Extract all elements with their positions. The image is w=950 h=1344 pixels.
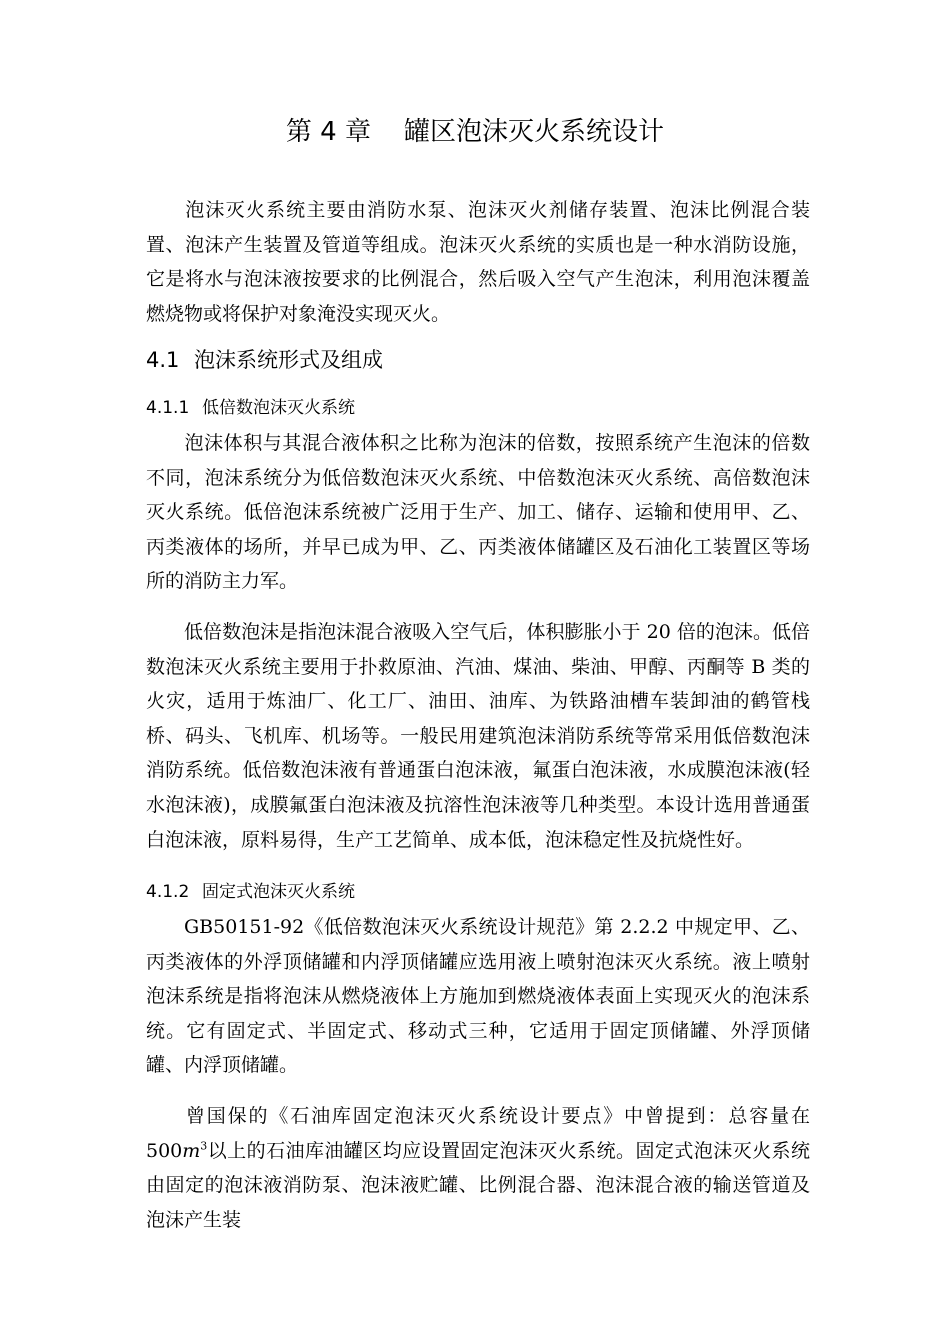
body-paragraph-text: GB50151-92《低倍数泡沫灭火系统设计规范》第 2.2.2 中规定甲、乙、丙类液体的外浮顶储罐和内浮顶储罐应选用液上喷射泡沫灭火系统。液上喷射泡沫系统是指将泡沫从燃烧液体上方施加到燃烧液体表面上实现灭火的泡沫系统。它有固定式、半固定式、移动式三种，它适用于固定顶储罐、外浮顶储罐、内浮顶储罐。 <box>146 916 810 1077</box>
body-paragraph-text: 以上的石油库油罐区均应设置固定泡沫灭火系统。固定式泡沫灭火系统由固定的泡沫液消防泵、泡沫液贮罐、比例混合器、泡沫混合液的输送管道及泡沫产生装 <box>146 1139 810 1231</box>
intro-paragraph <box>146 193 810 331</box>
chapter-title: 第 4 章 罐区泡沫灭火系统设计 <box>285 117 665 147</box>
body-paragraph-text: 曾国保的《石油库固定泡沫灭火系统设计要点》中曾提到：总容量在 500 <box>146 1105 810 1162</box>
body-paragraph <box>146 910 810 1083</box>
subsection-title: 固定式泡沫灭火系统 <box>202 882 355 902</box>
body-paragraph <box>146 615 810 857</box>
body-paragraph <box>146 1099 810 1237</box>
unit-symbol: m <box>182 1139 201 1162</box>
unit-exponent: 3 <box>200 1139 208 1153</box>
body-paragraph-text: 泡沫体积与其混合液体积之比称为泡沫的倍数，按照系统产生泡沫的倍数不同，泡沫系统分为低倍数泡沫灭火系统、中倍数泡沫灭火系统、高倍数泡沫灭火系统。低倍泡沫系统被广泛用于生产、加工、储存、运输和使用甲、乙、丙类液体的场所，并早已成为甲、乙、丙类液体储罐区及石油化工装置区等场所的消防主力军。 <box>146 432 810 593</box>
subsection-number: 4.1.1 <box>146 398 190 418</box>
body-paragraph <box>146 426 810 599</box>
intro-paragraph-text: 泡沫灭火系统主要由消防水泵、泡沫灭火剂储存装置、泡沫比例混合装置、泡沫产生装置及管道等组成。泡沫灭火系统的实质也是一种水消防设施，它是将水与泡沫液按要求的比例混合，然后吸入空气产生泡沫，利用泡沫覆盖燃烧物或将保护对象淹没实现灭火。 <box>146 199 810 325</box>
section-title: 泡沫系统形式及组成 <box>194 348 383 372</box>
section-number: 4.1 <box>146 348 180 372</box>
subsection-heading-4-1-2 <box>146 877 355 907</box>
section-heading-4-1 <box>146 344 383 376</box>
body-paragraph-text: 低倍数泡沫是指泡沫混合液吸入空气后，体积膨胀小于 20 倍的泡沫。低倍数泡沫灭火系统主要用于扑救原油、汽油、煤油、柴油、甲醇、丙酮等 B 类的火灾，适用于炼油厂、化工厂、油田、油库、为铁路油槽车装卸油的鹤管栈桥、码头、飞机库、机场等。一般民用建筑泡沫消防系统等常采用低倍数泡沫消防系统。低倍数泡沫液有普通蛋白泡沫液，氟蛋白泡沫液，水成膜泡沫液(轻水泡沫液)，成膜氟蛋白泡沫液及抗溶性泡沫液等几种类型。本设计选用普通蛋白泡沫液，原料易得，生产工艺简单、成本低，泡沫稳定性及抗烧性好。 <box>146 621 810 851</box>
subsection-number: 4.1.2 <box>146 882 190 902</box>
subsection-heading-4-1-1 <box>146 393 355 423</box>
subsection-title: 低倍数泡沫灭火系统 <box>202 398 355 418</box>
